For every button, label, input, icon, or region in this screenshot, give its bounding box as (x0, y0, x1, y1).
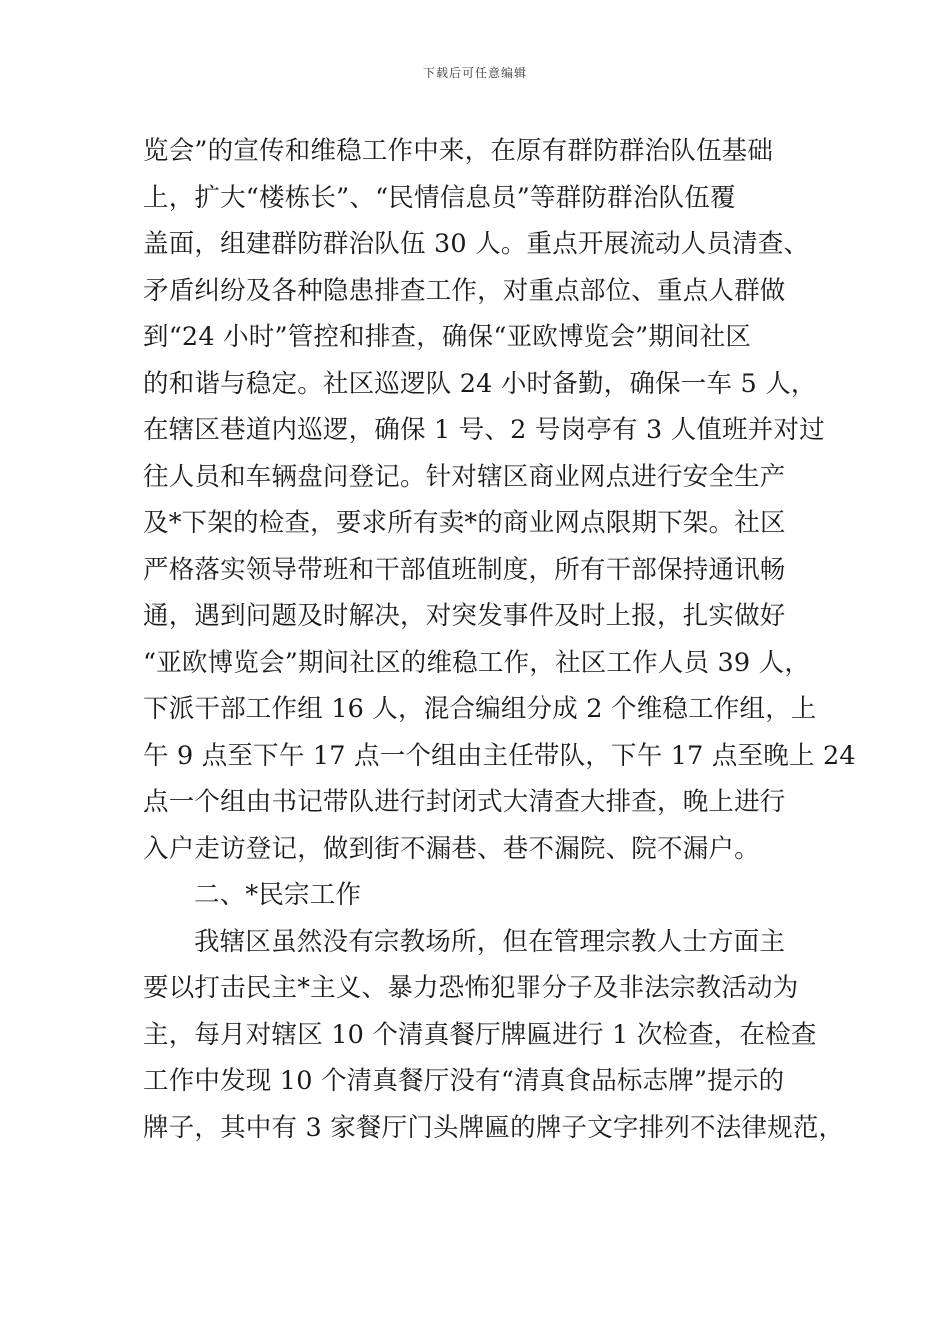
paragraph-line: “亚欧博览会”期间社区的维稳工作，社区工作人员 39 人， (143, 647, 811, 678)
paragraph-line: 上，扩大“楼栋长”、“民情信息员”等群防群治队伍覆 (143, 182, 736, 213)
paragraph-line: 览会”的宣传和维稳工作中来，在原有群防群治队伍基础 (143, 136, 774, 166)
paragraph-line: 午 9 点至下午 17 点一个组由主任带队，下午 17 点至晚上 24 (143, 740, 856, 771)
paragraph-line: 到“24 小时”管控和排查，确保“亚欧博览会”期间社区 (143, 322, 752, 352)
section-heading: 二、*民宗工作 (194, 880, 362, 910)
paragraph-line: 通，遇到问题及时解决，对突发事件及时上报，扎实做好 (143, 601, 786, 631)
paragraph-line: 的和谐与稳定。社区巡逻队 24 小时备勤，确保一车 5 人， (143, 368, 817, 399)
paragraph-line: 往人员和车辆盘问登记。针对辖区商业网点进行安全生产 (143, 461, 786, 492)
paragraph-line: 牌子，其中有 3 家餐厅门头牌匾的牌子文字排列不法律规范， (143, 1112, 845, 1143)
paragraph-line: 及*下架的检查，要求所有卖*的商业网点限期下架。社区 (143, 508, 786, 538)
paragraph-line: 要以打击民主*主义、暴力恐怖犯罪分子及非法宗教活动为 (143, 973, 799, 1003)
paragraph-line: 入户走访登记，做到街不漏巷、巷不漏院、院不漏户。 (143, 833, 760, 864)
paragraph-line: 盖面，组建群防群治队伍 30 人。重点开展流动人员清查、 (143, 229, 810, 259)
paragraph-line: 主，每月对辖区 10 个清真餐厅牌匾进行 1 次检查，在检查 (143, 1019, 817, 1050)
paragraph-line: 我辖区虽然没有宗教场所，但在管理宗教人士方面主 (194, 926, 786, 957)
body-text (143, 128, 856, 1151)
header-note: 下载后可任意编辑 (422, 66, 527, 80)
paragraph-line: 下派干部工作组 16 人，混合编组分成 2 个维稳工作组，上 (143, 694, 817, 724)
paragraph-line: 矛盾纠纷及各种隐患排查工作，对重点部位、重点人群做 (143, 275, 786, 306)
paragraph-line: 在辖区巷道内巡逻，确保 1 号、2 号岗亭有 3 人值班并对过 (143, 415, 825, 445)
paragraph-line: 严格落实领导带班和干部值班制度，所有干部保持通讯畅 (143, 554, 786, 585)
paragraph-line: 点一个组由书记带队进行封闭式大清查大排查，晚上进行 (143, 787, 786, 817)
paragraph-line: 工作中发现 10 个清真餐厅没有“清真食品标志牌”提示的 (143, 1066, 785, 1096)
